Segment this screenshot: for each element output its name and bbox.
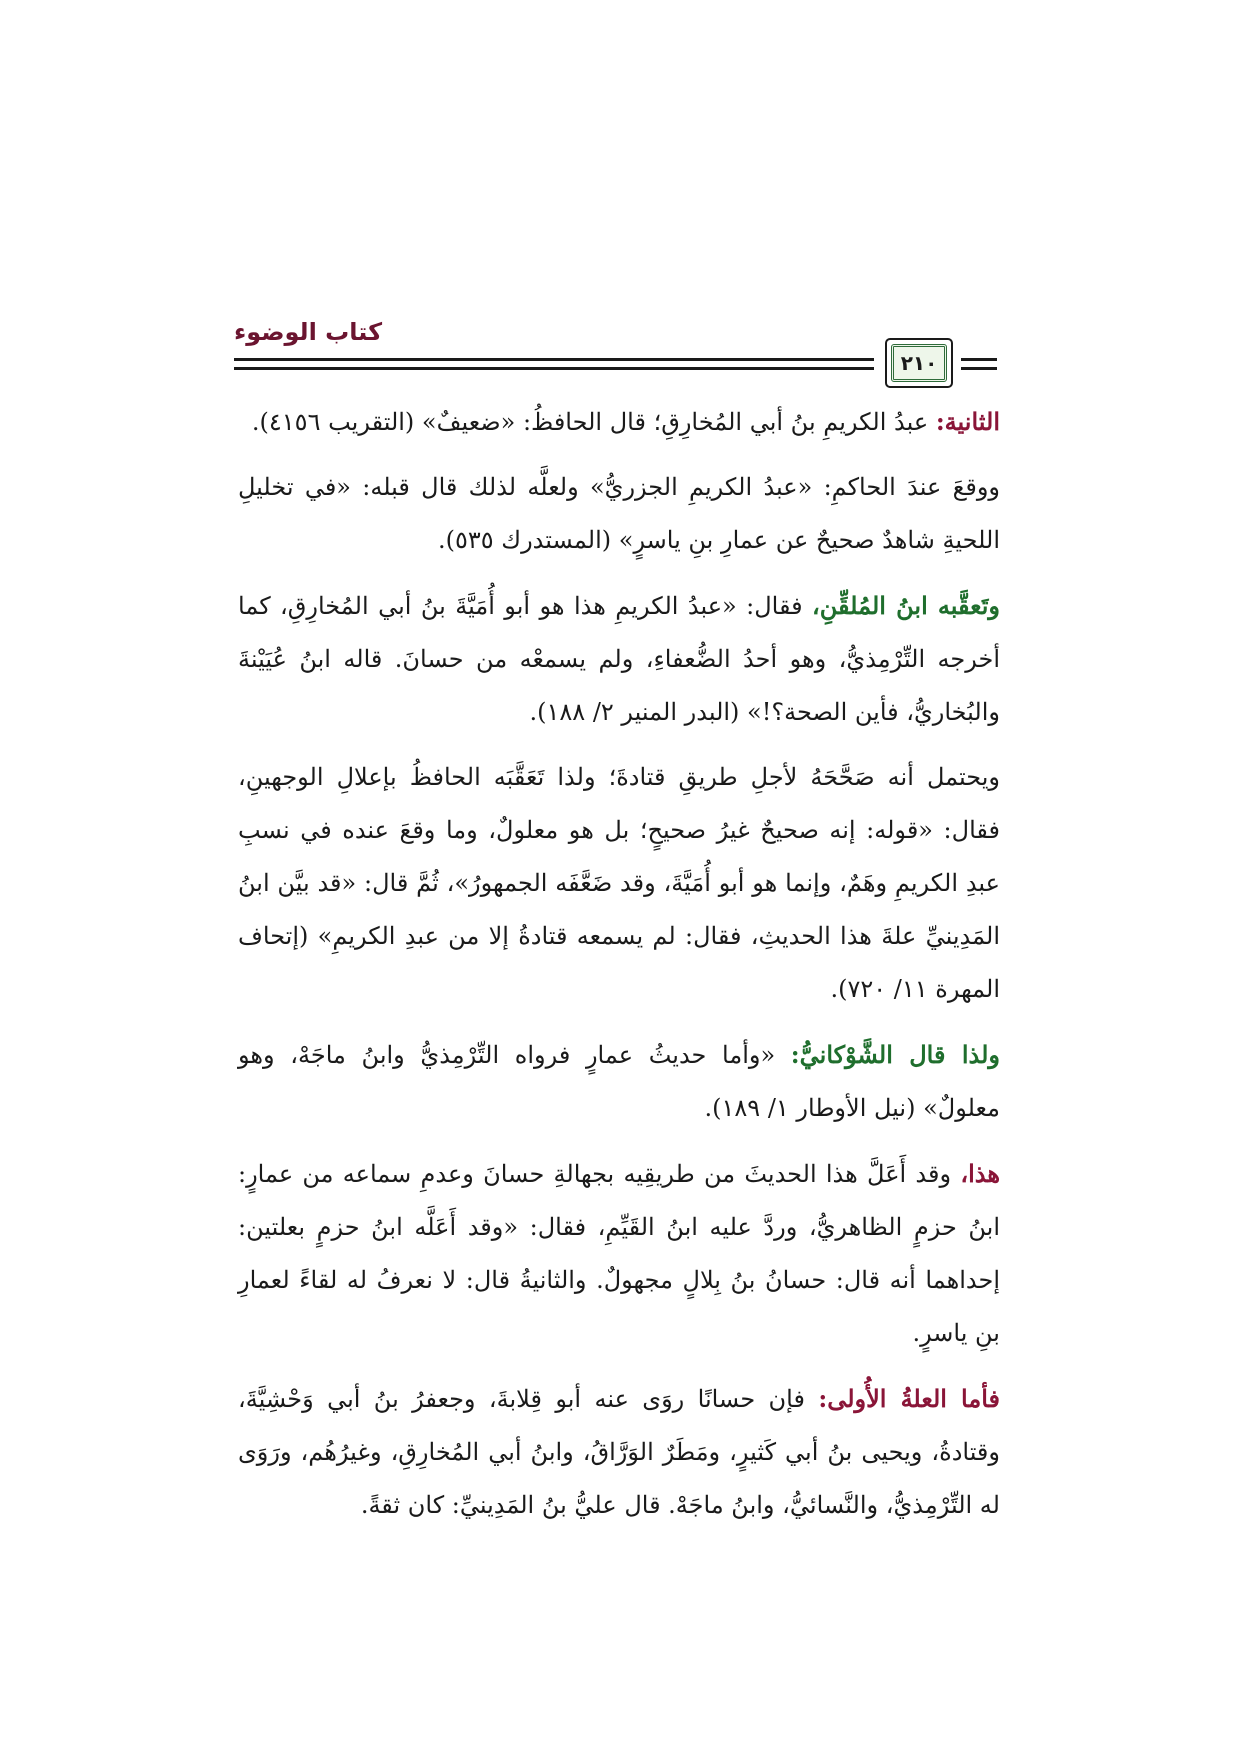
paragraph-text: وقد أَعَلَّ هذا الحديثَ من طريقِيه بجهالةِ حسانَ وعدمِ سماعه من عمارٍ: ابنُ حزمٍ الظاهريُّ، وردَّ عليه ابنُ القَيِّمِ، فقال: «وقد أَعَلَّه ابنُ حزمٍ بعلتين: إحداهما أنه قال: حسانُ بنُ بِلالٍ مجهولٌ. والثانيةُ قال: لا نعرفُ له لقاءً لعمارِ بنِ ياسرٍ. <box>238 1160 1000 1347</box>
header-rule <box>961 367 997 370</box>
paragraph-text: ووقعَ عندَ الحاكمِ: «عبدُ الكريمِ الجزريُّ» ولعلَّه لذلك قال قبله: «في تخليلِ اللحيةِ شاهدٌ صحيحٌ عن عمارِ بنِ ياسرٍ» (المستدرك ٥٣٥). <box>238 473 1000 554</box>
paragraph-lead: فأما العلةُ الأُولى: <box>818 1384 1000 1413</box>
running-title: كتاب الوضوء <box>234 318 383 346</box>
paragraph-text: عبدُ الكريمِ بنُ أبي المُخارِقِ؛ قال الحافظُ: «ضعيفٌ» (التقريب ٤١٥٦). <box>251 408 936 436</box>
page-number: ٢١٠ <box>891 344 947 382</box>
paragraph <box>238 751 1000 1016</box>
page-body <box>238 395 1000 1544</box>
paragraph-text: فإن حسانًا روَى عنه أبو قِلابةَ، وجعفرُ بنُ أبي وَحْشِيَّةَ، وقتادةُ، ويحيى بنُ أبي كَثيرٍ، ومَطَرٌ الوَرَّاقُ، وابنُ أبي المُخارِقِ، وغيرُهُم، ورَوَى له التِّرْمِذيُّ، والنَّسائيُّ، وابنُ ماجَهْ. قال عليُّ بنُ المَدِينيِّ: كان ثقةً. <box>238 1385 1000 1519</box>
paragraph <box>238 395 1000 449</box>
paragraph-text: «وأما حديثُ عمارٍ فرواه التِّرْمِذيُّ وابنُ ماجَهْ، وهو معلولٌ» (نيل الأوطار ١/ ١٨٩). <box>238 1041 1000 1122</box>
paragraph-lead: وتَعقَّبه ابنُ المُلقِّنِ، <box>812 591 1000 620</box>
page-header <box>234 318 997 390</box>
paragraph <box>238 1028 1000 1135</box>
header-rule <box>961 358 997 361</box>
paragraph-text: ويحتمل أنه صَحَّحَهُ لأجلِ طريقِ قتادةَ؛ ولذا تَعَقَّبَه الحافظُ بإعلالِ الوجهينِ، فقال: «قوله: إنه صحيحٌ غيرُ صحيحٍ؛ بل هو معلولٌ، وما وقعَ عنده في نسبِ عبدِ الكريمِ وهَمٌ، وإنما هو أبو أُمَيَّةَ، وقد ضَعَّفَه الجمهورُ»، ثُمَّ قال: «قد بيَّن ابنُ المَدِينيِّ علةَ هذا الحديثِ، فقال: لم يسمعه قتادةُ إلا من عبدِ الكريمِ» (إتحاف المهرة ١١/ ٧٢٠). <box>238 763 1000 1003</box>
page-number-badge <box>885 338 953 388</box>
header-rule <box>234 358 874 361</box>
paragraph <box>238 1372 1000 1532</box>
paragraph <box>238 579 1000 739</box>
paragraph-text: فقال: «عبدُ الكريمِ هذا هو أبو أُمَيَّةَ بنُ أبي المُخارِقِ، كما أخرجه التِّرْمِذيُّ، وهو أحدُ الضُّعفاءِ، ولم يسمعْه من حسانَ. قاله ابنُ عُيَيْنةَ والبُخاريُّ، فأين الصحة؟!» (البدر المنير ٢/ ١٨٨). <box>238 592 1000 726</box>
paragraph-lead: ولذا قال الشَّوْكانيُّ: <box>790 1040 1001 1069</box>
paragraph <box>238 1147 1000 1360</box>
paragraph-lead: الثانية: <box>935 407 1000 436</box>
paragraph <box>238 461 1000 567</box>
paragraph-lead: هذا، <box>960 1159 1000 1188</box>
header-rule <box>234 367 874 370</box>
